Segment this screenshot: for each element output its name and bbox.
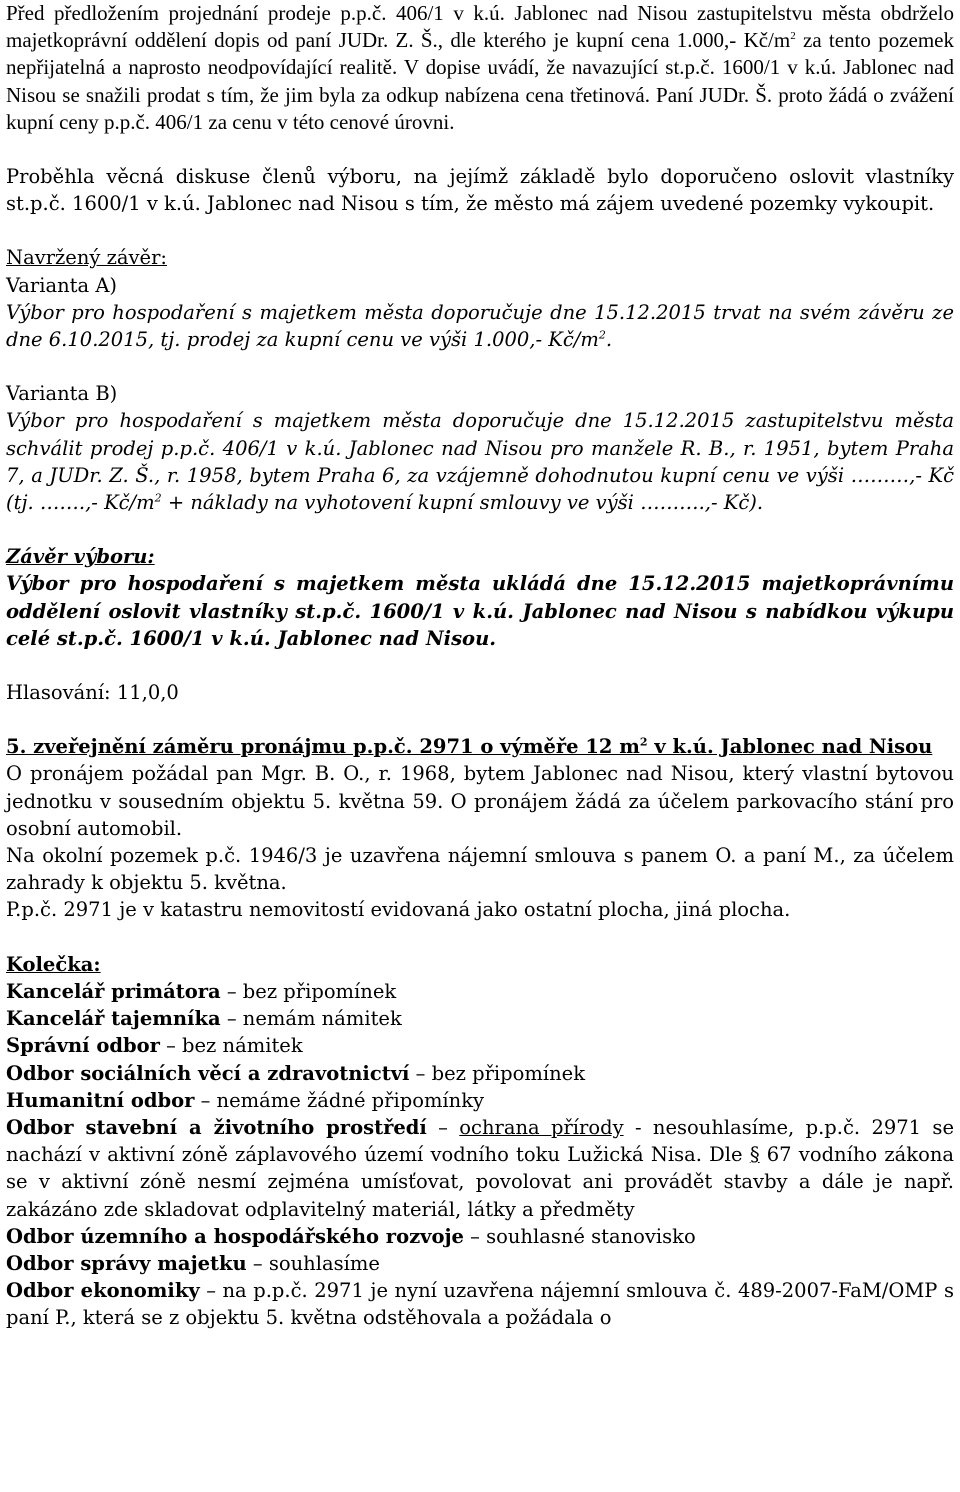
variant-a-text	[6, 299, 954, 353]
superscript: 2	[154, 491, 162, 505]
department-name: Odbor ekonomiky	[6, 1279, 200, 1303]
superscript: 2	[639, 735, 648, 749]
committee-conclusion-text: Výbor pro hospodaření s majetkem města ukládá dne 15.12.2015 majetkoprávnímu oddělení oslovit vlastníky st.p.č. 1600/1 v k.ú. Jablonec nad Nisou s nabídkou výkupu celé st.p.č. 1600/1 v k.ú. Jablonec nad Nisou.	[6, 572, 954, 650]
department-name: Odbor správy majetku	[6, 1251, 247, 1275]
variant-a-text-main: Výbor pro hospodaření s majetkem města doporučuje dne 15.12.2015 trvat na svém závěru ze dne 6.10.2015, tj. prodej za kupní cenu ve výši 1.000,- Kč/m	[6, 300, 954, 352]
department-comment: - nesouhlasíme, p.p.č. 2971 se nachází v aktivní zóně záplavového území vodního toku Lužická Nisa. Dle	[6, 1115, 954, 1167]
circulation-row	[6, 978, 954, 1005]
item5-paragraph-1: O pronájem požádal pan Mgr. B. O., r. 1968, bytem Jablonec nad Nisou, který vlastní bytovou jednotku v sousedním objektu 5. května 59. O pronájem žádá za účelem parkovacího stání pro osobní automobil.	[6, 762, 954, 840]
intro-text-continued: za tento pozemek nepřijatelná a naprosto neodpovídající realitě. V dopise uvádí, že navazující st.p.č. 1600/1 v k.ú. Jablonec nad Nisou se snažili prodat s tím, že jim byla za odkup nabízena cena třetinová. Paní JUDr. Š. proto žádá o zvážení kupní ceny p.p.č. 406/1 za cenu v této cenové úrovni.	[6, 28, 954, 134]
circulation-row	[6, 1250, 954, 1277]
circulation-row-economy	[6, 1277, 954, 1331]
superscript: 2	[598, 328, 606, 342]
circulation-row	[6, 1223, 954, 1250]
circulation-row-environment	[6, 1114, 954, 1223]
item5-heading-main: 5. zveřejnění záměru pronájmu p.p.č. 2971 o výměře 12 m	[6, 735, 640, 759]
proposal-heading: Navržený závěr:	[6, 246, 167, 270]
department-comment: – souhlasíme	[246, 1251, 380, 1275]
department-comment: – na p.p.č. 2971 je nyní uzavřena nájemní smlouva č. 489-2007-FaM/OMP s paní P., která se z objektu 5. května odstěhovala a požádala o	[6, 1279, 954, 1330]
voting-result: Hlasování: 11,0,0	[6, 681, 179, 705]
department-name: Odbor územního a hospodářského rozvoje	[6, 1224, 464, 1248]
discussion-paragraph: Proběhla věcná diskuse členů výboru, na jejímž základě bylo doporučeno oslovit vlastníky st.p.č. 1600/1 v k.ú. Jablonec nad Nisou s tím, že město má zájem uvedené pozemky vykoupit.	[6, 165, 954, 216]
department-comment: – bez připomínek	[220, 979, 397, 1003]
department-comment: – nemáme žádné připomínky	[194, 1088, 485, 1112]
department-comment: – souhlasné stanovisko	[463, 1224, 696, 1248]
variant-a-text-end: .	[605, 328, 613, 352]
variant-b-text	[6, 407, 954, 516]
item5-heading-end: v k.ú. Jablonec nad Nisou	[647, 735, 933, 759]
environment-topic: ochrana přírody	[459, 1115, 624, 1139]
circulation-row	[6, 1032, 954, 1059]
dash: –	[426, 1115, 460, 1139]
variant-b-text-main: Výbor pro hospodaření s majetkem města doporučuje dne 15.12.2015 zastupitelstvu města schválit prodej p.p.č. 406/1 v k.ú. Jablonec nad Nisou pro manžele R. B., r. 1951, bytem Praha 7, a JUDr. Z. Š., r. 1958, bytem Praha 6, za vzájemně dohodnutou kupní cenu ve výši ………,- Kč (tj. …….,- Kč/m	[6, 409, 954, 515]
section-sign: §	[749, 1143, 760, 1167]
intro-text: Před předložením projednání prodeje p.p.č. 406/1 v k.ú. Jablonec nad Nisou zastupitelstvu města obdrželo majetkoprávní oddělení dopis od paní JUDr. Z. Š., dle kterého je kupní cena 1.000,- Kč/m	[6, 1, 954, 53]
circulation-row	[6, 1087, 954, 1114]
department-comment: – nemám námitek	[220, 1007, 402, 1031]
department-name: Kancelář primátora	[6, 979, 221, 1003]
department-name: Odbor stavební a životního prostředí	[6, 1115, 427, 1139]
committee-conclusion-heading: Závěr výboru:	[6, 545, 155, 569]
department-name: Kancelář tajemníka	[6, 1007, 221, 1031]
item5-paragraph-3: P.p.č. 2971 je v katastru nemovitostí evidovaná jako ostatní plocha, jiná plocha.	[6, 898, 791, 922]
item5-heading	[6, 733, 954, 760]
variant-b-text-end: + náklady na vyhotovení kupní smlouvy ve výši ……….,- Kč).	[161, 491, 764, 515]
circulation-row	[6, 1060, 954, 1087]
superscript: 2	[790, 30, 796, 43]
department-comment: – bez připomínek	[409, 1061, 586, 1085]
item5-paragraph-2: Na okolní pozemek p.č. 1946/3 je uzavřena nájemní smlouva s panem O. a paní M., za účelem zahrady k objektu 5. května.	[6, 844, 954, 895]
department-name: Správní odbor	[6, 1034, 160, 1058]
department-comment: – bez námitek	[159, 1034, 303, 1058]
variant-a-label: Varianta A)	[6, 273, 118, 297]
department-name: Humanitní odbor	[6, 1088, 195, 1112]
department-name: Odbor sociálních věcí a zdravotnictví	[6, 1061, 410, 1085]
variant-b-label: Varianta B)	[6, 382, 118, 406]
circulation-heading: Kolečka:	[6, 952, 101, 976]
circulation-row	[6, 1005, 954, 1032]
intro-paragraph	[6, 0, 954, 136]
department-comment-continued: 67 vodního zákona se v aktivní zóně nesmí zejména umísťovat, povolovat ani provádět stavby a dále je např. zakázáno zde skladovat odplavitelný materiál, látky a předměty	[6, 1143, 954, 1221]
